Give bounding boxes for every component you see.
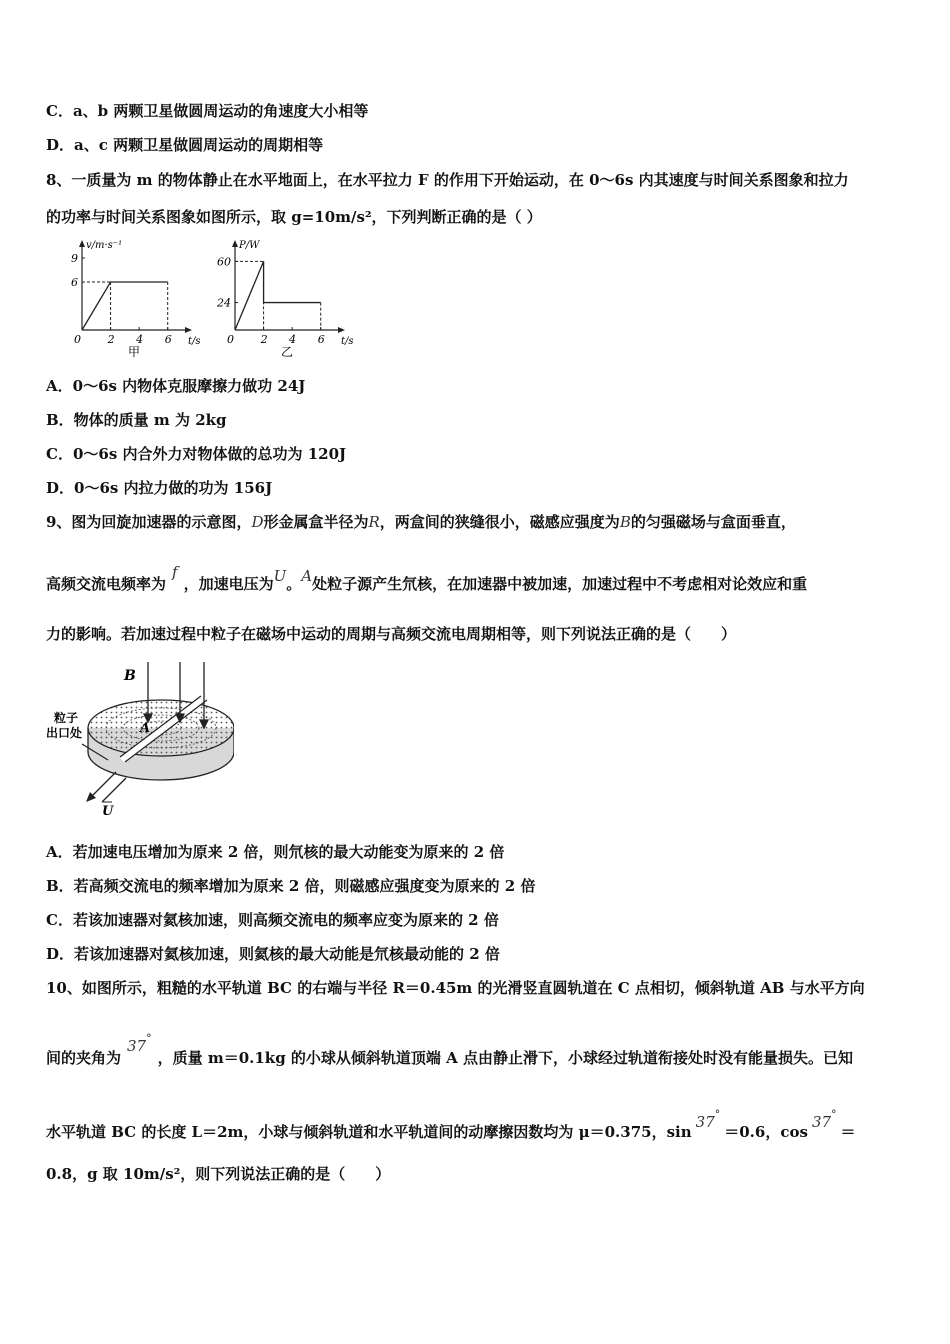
chart-jia xyxy=(71,240,201,359)
series-line xyxy=(82,282,168,330)
y-tick-label: 6 xyxy=(71,276,78,289)
q9-stem-line2: 高频交流电频率为f，加速电压为U。A处粒子源产生氘核，在加速器中被加速，加速过程中不考虑相对论效应和重 xyxy=(46,563,808,593)
x-axis-arrow xyxy=(185,327,192,333)
symbol-f: f xyxy=(172,563,178,581)
x-tick-label: 2 xyxy=(260,333,268,346)
q8-option-a: A．0～6s 内物体克服摩擦力做功 24J xyxy=(46,377,306,395)
y-axis-arrow xyxy=(79,240,85,247)
label-b: B xyxy=(124,668,136,684)
series-line xyxy=(235,261,321,330)
q7-option-c: C．a、b 两颗卫星做圆周运动的角速度大小相等 xyxy=(46,102,369,120)
x-tick-label: 0 xyxy=(74,333,81,346)
symbol-r: R xyxy=(368,513,380,531)
y-axis-label: v/m·s⁻¹ xyxy=(86,240,123,251)
q10-stem-line1: 10、如图所示，粗糙的水平轨道 BC 的右端与半径 R＝0.45m 的光滑竖直圆轨道在 C 点相切，倾斜轨道 AB 与水平方向 xyxy=(46,979,865,997)
q8-option-b: B．物体的质量 m 为 2kg xyxy=(46,411,227,429)
x-axis-arrow xyxy=(338,327,345,333)
q8-stem-line2: 的功率与时间关系图象如图所示，取 g=10m/s²，下列判断正确的是（ ） xyxy=(46,208,542,226)
chart-title: 乙 xyxy=(281,345,294,359)
q10-stem-line4: 0.8，g 取 10m/s²，则下列说法正确的是（ ） xyxy=(46,1165,391,1183)
y-tick-label: 60 xyxy=(217,255,231,269)
x-axis-label: t/s xyxy=(341,336,354,347)
x-tick-label: 4 xyxy=(136,333,144,346)
label-exit-1: 粒子 xyxy=(54,711,79,725)
x-tick-label: 0 xyxy=(227,333,234,346)
x-axis-label: t/s xyxy=(188,336,201,347)
q8-option-c: C．0～6s 内合外力对物体做的总功为 120J xyxy=(46,445,347,463)
y-tick-label: 24 xyxy=(217,296,231,310)
q9-option-d: D．若该加速器对氦核加速，则氦核的最大动能是氘核最动能的 2 倍 xyxy=(46,945,500,963)
angle-37: 37° xyxy=(127,1032,152,1055)
symbol-d: D xyxy=(251,513,264,531)
chart-yi xyxy=(216,240,354,359)
y-tick-label: 9 xyxy=(71,252,78,265)
label-a: A xyxy=(140,721,151,736)
q8-option-d: D．0～6s 内拉力做的功为 156J xyxy=(46,479,273,497)
q9-stem-line1: 9、图为回旋加速器的示意图，D形金属盒半径为R，两盒间的狭缝很小，磁感应强度为B的匀强磁场与盒面垂直， xyxy=(46,513,796,531)
q9-option-b: B．若高频交流电的频率增加为原来 2 倍，则磁感应强度变为原来的 2 倍 xyxy=(46,877,536,895)
x-tick-label: 4 xyxy=(289,333,297,346)
q8-stem-line1: 8、一质量为 m 的物体静止在水平地面上，在水平拉力 F 的作用下开始运动，在 0～6s 内其速度与时间关系图象和拉力 xyxy=(46,171,849,189)
q9-option-a: A．若加速电压增加为原来 2 倍，则氘核的最大动能变为原来的 2 倍 xyxy=(46,843,505,861)
q10-stem-line2: 间的夹角为37°，质量 m＝0.1kg 的小球从倾斜轨道顶端 A 点由静止滑下，小球经过轨道衔接处时没有能量损失。已知 xyxy=(46,1032,853,1067)
cyclotron-figure xyxy=(44,660,234,820)
y-axis-label: P/W xyxy=(239,240,260,251)
label-exit-2: 出口处 xyxy=(46,726,83,740)
x-tick-label: 6 xyxy=(164,333,172,346)
chart-title: 甲 xyxy=(128,345,141,359)
symbol-b: B xyxy=(619,513,631,531)
y-axis-arrow xyxy=(232,240,238,247)
symbol-a: A xyxy=(301,567,313,585)
q9-stem-line3: 力的影响。若加速过程中粒子在磁场中运动的周期与高频交流电周期相等，则下列说法正确的是（ ） xyxy=(46,625,737,643)
angle-37-cos: 37° xyxy=(811,1108,837,1131)
x-tick-label: 2 xyxy=(107,333,115,346)
x-tick-label: 6 xyxy=(317,333,325,346)
q8-charts xyxy=(60,238,360,366)
q9-option-c: C．若该加速器对氦核加速，则高频交流电的频率应变为原来的 2 倍 xyxy=(46,911,499,929)
q10-stem-line3: 水平轨道 BC 的长度 L＝2m，小球与倾斜轨道和水平轨道间的动摩擦因数均为 μ＝0.375，sin37°＝0.6，cos37°＝ xyxy=(46,1108,856,1141)
q7-option-d: D．a、c 两颗卫星做圆周运动的周期相等 xyxy=(46,136,324,154)
label-u: U xyxy=(102,804,114,819)
symbol-u: U xyxy=(273,567,287,585)
angle-37-sin: 37° xyxy=(695,1108,721,1131)
